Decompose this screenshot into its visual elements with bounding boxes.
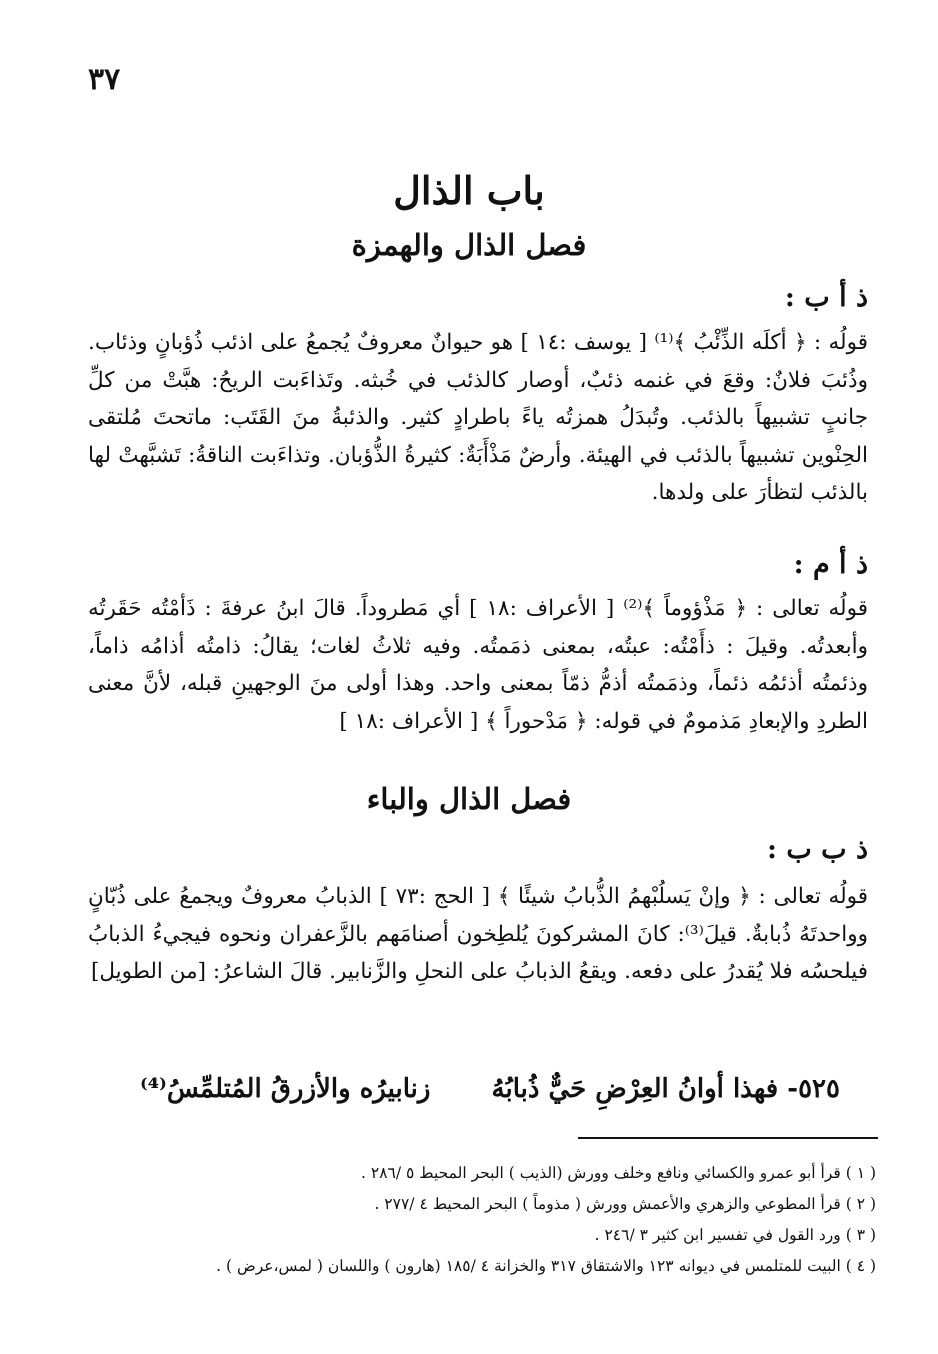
footnote-2: ( ٢ ) قرأ المطوعي والزهري والأعمش وورش ( مذوماً ) البحر المحيط ٤ /٢٧٧ . bbox=[374, 1195, 876, 1213]
section-title-dhal-hamza: فصل الذال والهمزة bbox=[351, 228, 587, 262]
page-number: ٣٧ bbox=[88, 62, 121, 97]
root-heading-dhbb: ذ ب ب : bbox=[766, 834, 868, 865]
root-heading-dhab: ذ أ ب : bbox=[784, 282, 868, 313]
entry-paragraph-dhab: قولُه : ﴿ أكلَه الذِّئْبُ ﴾⁽¹⁾ [ يوسف :١٤ ] هو حيوانٌ معروفٌ يُجمعُ على اذئب ذُؤبانٍ وذئاب. وذُئبَ فلانٌ: وقعَ في غنمه ذئبٌ، أوصار كالذئب في خُبثه. وتَذاءَبت الريحُ: هبَّتْ من كلِّ جانبٍ تشبيهاً بالذئب. وتُبدَلُ همزتُه ياءً باطرادٍ كثير. والذئبةُ منَ القَتَب: ماتحتَ مُلتقى الحِنْوين تشبيهاً بالذئب في الهيئة. وأرضٌ مَذْأَبَةٌ: كثيرةُ الذُّؤبان. وتذاءَبت الناقةُ: تَشبَّهتْ لها بالذئب لتظأرَ على ولدها. bbox=[88, 330, 868, 505]
footnote-divider bbox=[578, 1137, 878, 1139]
footnote-4: ( ٤ ) البيت للمتلمس في ديوانه ١٢٣ والاشتقاق ٣١٧ والخزانة ٤ /١٨٥ (هارون ) واللسان ( لمس،عرض ) . bbox=[216, 1257, 876, 1275]
poem-first-text: فهذا أوانُ العِرْضِ حَيٌّ ذُبابُهُ bbox=[491, 1074, 779, 1104]
root-heading-dham: ذ أ م : bbox=[793, 549, 868, 580]
footnote-3: ( ٣ ) ورد القول في تفسير ابن كثير ٣ /٢٤٦ . bbox=[594, 1226, 876, 1244]
entry-paragraph-dham: قولُه تعالى : ﴿ مَذْؤوماً ﴾⁽²⁾ [ الأعراف :١٨ ] أي مَطروداً. قالَ ابنُ عرفةَ : ذَأمْتُه حَقَرتُه وأبعدتُه. وقيلَ : ذأَمْتُه: عبتُه، بمعنى ذمَمتُه. وفيه ثلاثُ لغات؛ يقالُ: ذامتُه أذامُه ذاماً، وذئمتُه أذئمُه ذئماً، وذمَمتُه أذمُّ ذمّاً بمعنى واحد. وهذا أولى منَ الوجهينِ قبله، لأنَّ معنى الطردِ والإبعادِ مَذمومٌ في قوله: ﴿ مَدْحوراً ﴾ [ الأعراف :١٨ ] bbox=[88, 596, 868, 734]
poem-first-hemistich bbox=[492, 1074, 840, 1104]
poem-number: ٥٢٥- bbox=[787, 1074, 840, 1104]
entry-paragraph-dhbb: قولُه تعالى : ﴿ وإنْ يَسلُبْهمُ الذُّبابُ شيئًا ﴾ [ الحج :٧٣ ] الذبابُ معروفٌ ويجمعُ على ذُبّانٍ وواحدتَهُ ذُبابةٌ. قيلَ⁽³⁾: كانَ المشركونَ يُلطِخون أصنامَهم بالزَّعفران ونحوه فيجيءُ الذبابُ فيلحسُه فلا يُقدرُ على دفعه. ويقعُ الذبابُ على النحلِ والزَّنابير. قالَ الشاعرُ: [من الطويل] bbox=[88, 884, 868, 984]
poem-verse bbox=[140, 1074, 840, 1104]
footnotes bbox=[100, 1158, 876, 1282]
section-title-dhal-ba: فصل الذال والباء bbox=[366, 782, 572, 816]
chapter-title: باب الذال bbox=[393, 168, 545, 213]
footnote-1: ( ١ ) قرأ أبو عمرو والكسائي ونافع وخلف وورش (الذيب ) البحر المحيط ٥ /٢٨٦ . bbox=[361, 1164, 876, 1182]
poem-second-hemistich: زنابيرُه والأزرقُ المُتلمِّسُ⁽⁴⁾ bbox=[140, 1074, 431, 1104]
